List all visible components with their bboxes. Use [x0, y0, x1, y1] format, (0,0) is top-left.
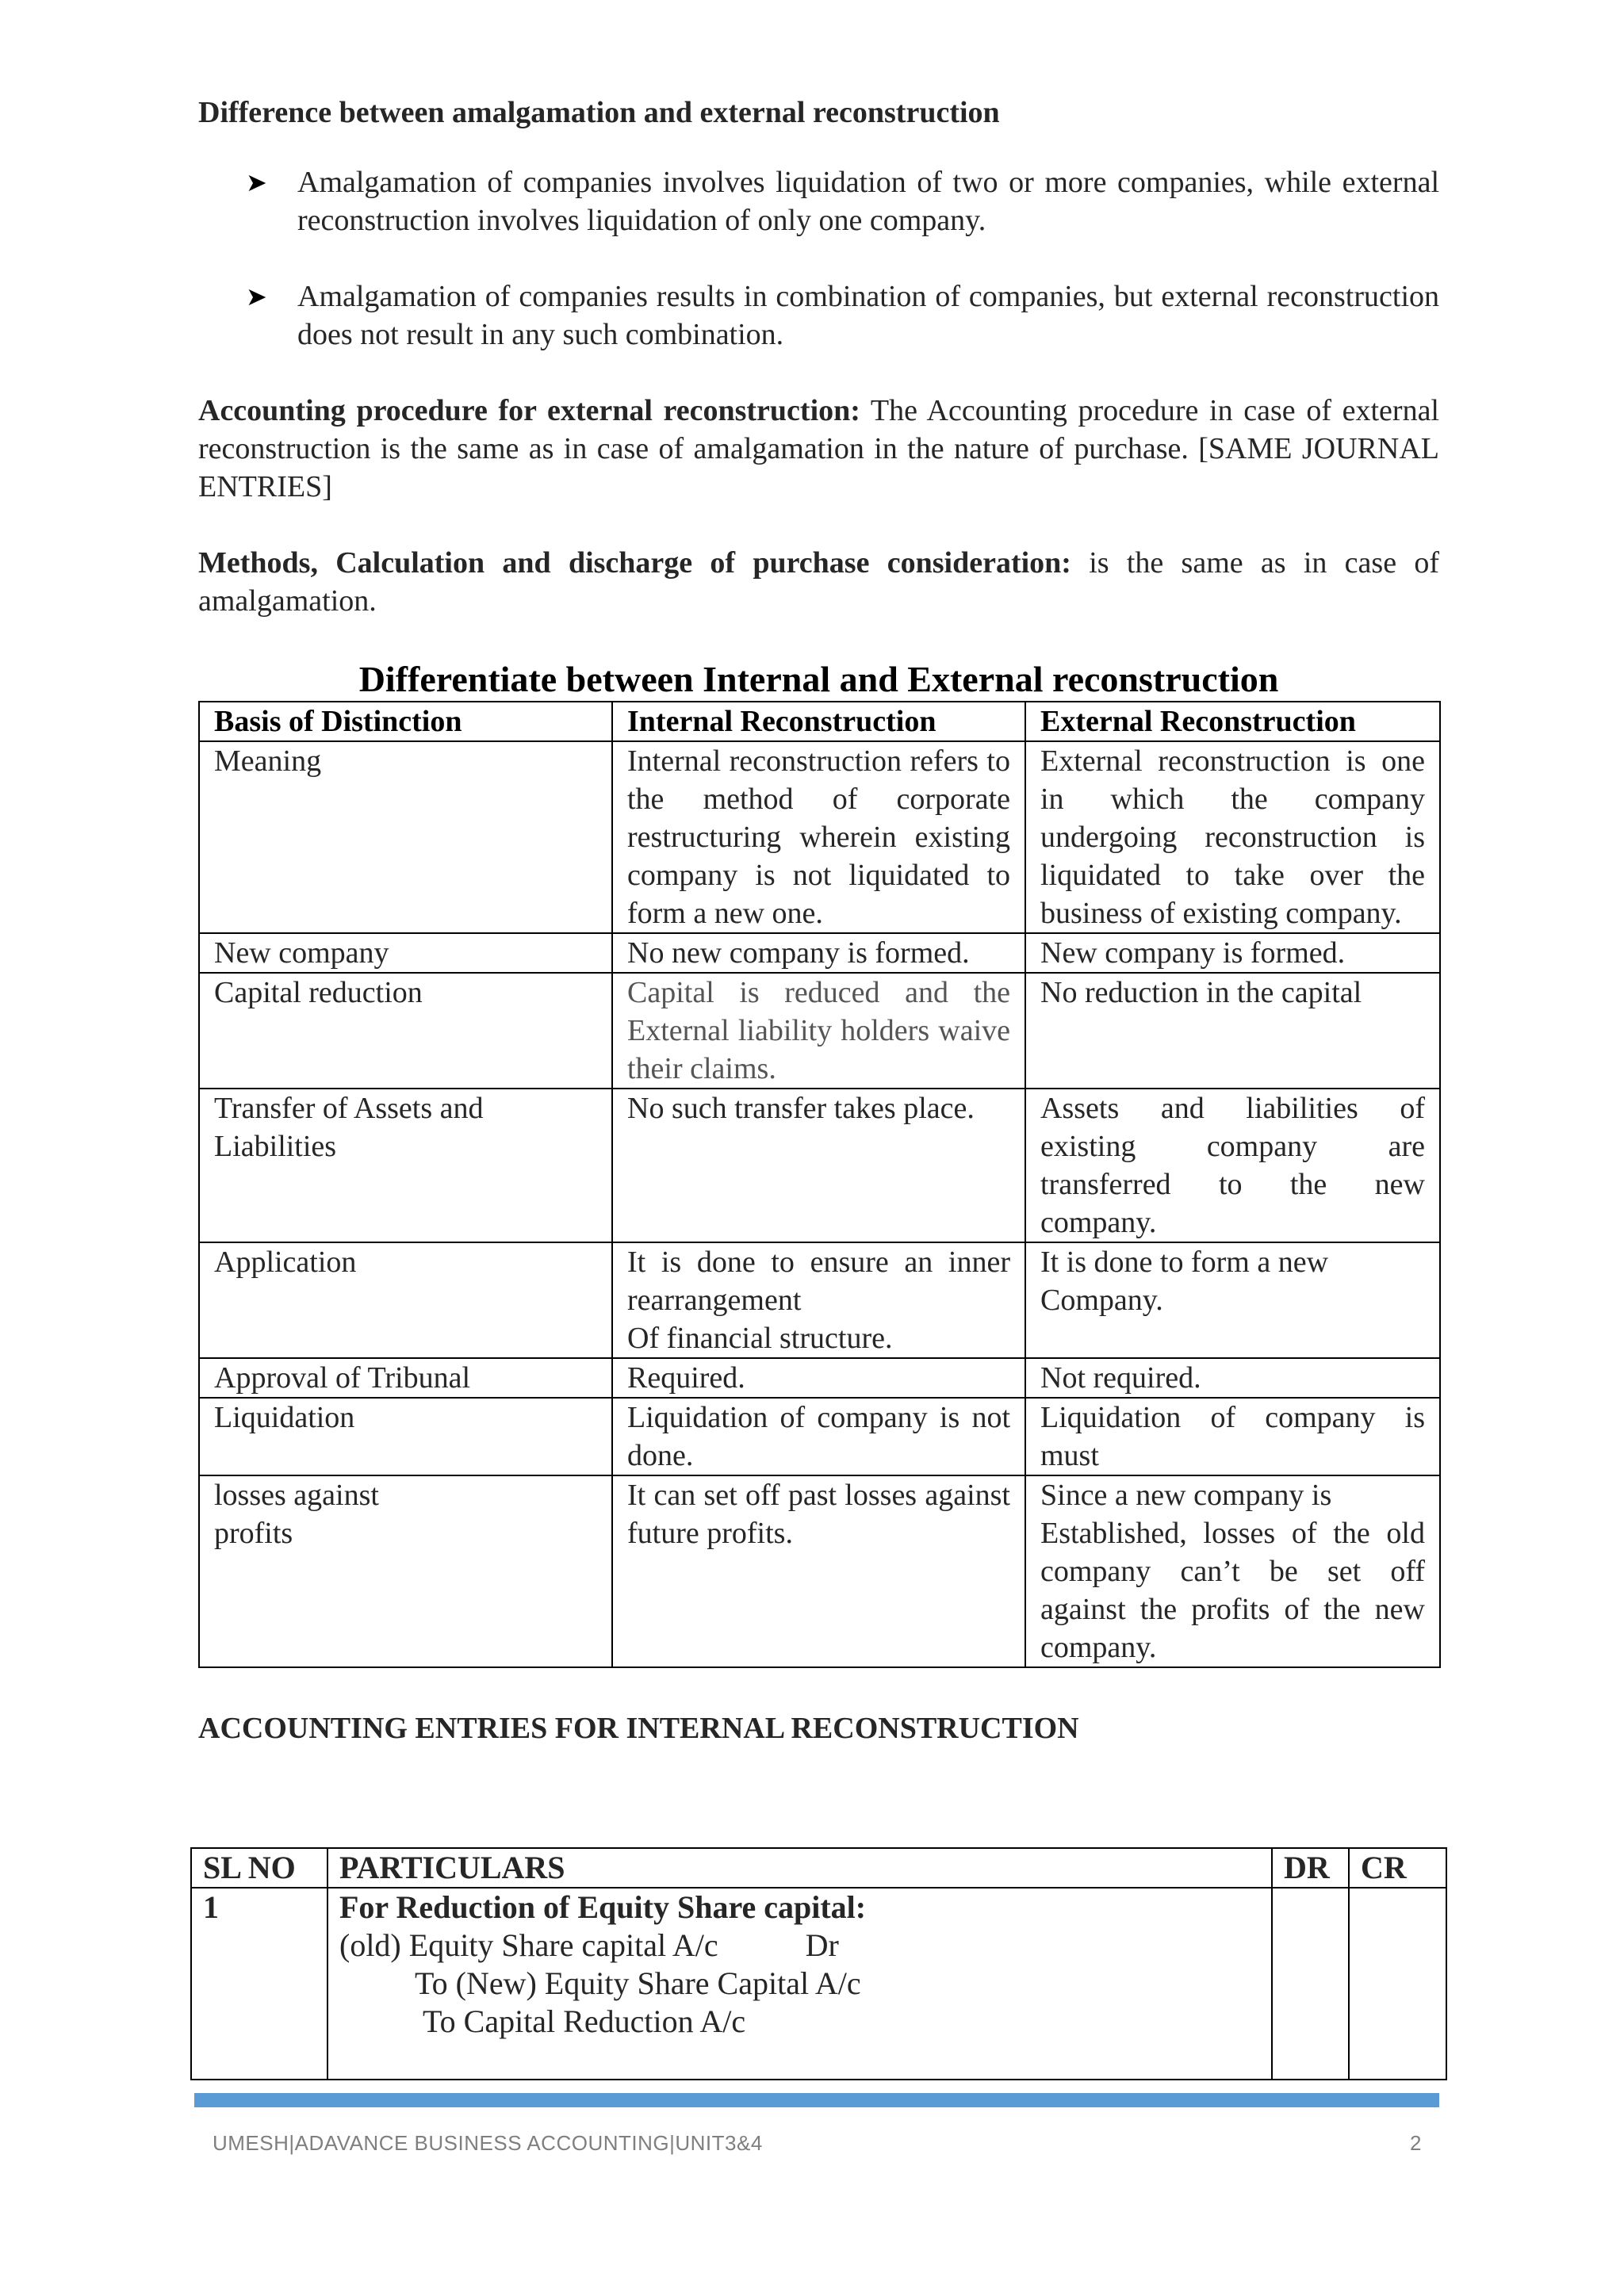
cell-external: New company is formed. [1025, 933, 1440, 973]
cell-internal: It is done to ensure an inner rearrangement Of financial structure. [612, 1242, 1025, 1358]
cell-external: Assets and liabilities of existing company are transferred to the new company. [1025, 1089, 1440, 1242]
table-header-row [199, 702, 1440, 741]
bullet-text: Amalgamation of companies involves liquidation of two or more companies, while external reconstruction involves liquidation of only one company. [297, 166, 1439, 237]
entries-heading: ACCOUNTING ENTRIES FOR INTERNAL RECONSTRUCTION [198, 1712, 1079, 1745]
header-sl-no: SL NO [191, 1848, 327, 1888]
entry-title: For Reduction of Equity Share capital: [339, 1889, 867, 1925]
bullet-item [198, 163, 1439, 239]
bullet-list [198, 163, 1439, 354]
cell-internal: Capital is reduced and the External liability holders waive their claims. [612, 973, 1025, 1089]
header-dr: DR [1272, 1848, 1349, 1888]
cell-internal: It can set off past losses against future profits. [612, 1475, 1025, 1667]
procedure-paragraph [198, 392, 1439, 506]
cell-basis: New company [199, 933, 612, 973]
cell-basis: losses against profits [199, 1475, 612, 1667]
section-heading: Difference between amalgamation and external reconstruction [198, 96, 1000, 129]
entry-dr-mark: Dr [805, 1927, 839, 1963]
footer-bar [194, 2093, 1439, 2107]
table-row [199, 1475, 1440, 1667]
header-cr: CR [1349, 1848, 1446, 1888]
table-row [199, 1398, 1440, 1475]
entry-sl: 1 [191, 1888, 327, 2080]
entry-cr-amount [1349, 1888, 1446, 2080]
cell-basis: Transfer of Assets and Liabilities [199, 1089, 612, 1242]
table-row [199, 1242, 1440, 1358]
cell-internal: Liquidation of company is not done. [612, 1398, 1025, 1475]
table-row [199, 741, 1440, 933]
arrow-bullet-icon: ➤ [246, 281, 267, 312]
cell-external: No reduction in the capital [1025, 973, 1440, 1089]
table-body [199, 741, 1440, 1667]
methods-paragraph [198, 544, 1439, 620]
entry-line-2: To (New) Equity Share Capital A/c [415, 1965, 861, 2001]
header-particulars: PARTICULARS [327, 1848, 1272, 1888]
bullet-item [198, 277, 1439, 354]
entry-debit-line [339, 1927, 1260, 1965]
entry-line-3: To Capital Reduction A/c [423, 2003, 746, 2039]
entry-line-1: (old) Equity Share capital A/c [339, 1927, 718, 1963]
page-number: 2 [1410, 2131, 1422, 2155]
header-basis: Basis of Distinction [199, 702, 612, 741]
cell-basis: Approval of Tribunal [199, 1358, 612, 1398]
table-row [199, 973, 1440, 1089]
cell-basis: Liquidation [199, 1398, 612, 1475]
entry-particulars [327, 1888, 1272, 2080]
header-internal: Internal Reconstruction [612, 702, 1025, 741]
footer-text: UMESH|ADAVANCE BUSINESS ACCOUNTING|UNIT3&4 [213, 2131, 763, 2155]
entry-dr-amount [1272, 1888, 1349, 2080]
methods-text: is the same as in case of amalgamation. [198, 546, 1439, 618]
cell-external: Since a new company is Established, losses of the old company can’t be set off against the profits of the new company. [1025, 1475, 1440, 1667]
cell-basis: Meaning [199, 741, 612, 933]
cell-internal: Required. [612, 1358, 1025, 1398]
cell-external: Liquidation of company is must [1025, 1398, 1440, 1475]
table-row [199, 933, 1440, 973]
cell-internal: No such transfer takes place. [612, 1089, 1025, 1242]
procedure-label: Accounting procedure for external reconstruction: [198, 394, 860, 427]
entry-row [191, 1888, 1446, 2080]
bullet-text: Amalgamation of companies results in combination of companies, but external reconstruction does not result in any such combination. [297, 280, 1439, 351]
cell-basis: Capital reduction [199, 973, 612, 1089]
table-row [199, 1089, 1440, 1242]
methods-label: Methods, Calculation and discharge of purchase consideration: [198, 546, 1071, 580]
arrow-bullet-icon: ➤ [246, 167, 267, 197]
procedure-text: The Accounting procedure in case of external reconstruction is the same as in case of amalgamation in the nature of purchase. [SAME JOURNAL ENTRIES] [198, 394, 1439, 503]
table-title: Differentiate between Internal and External reconstruction [358, 659, 1279, 699]
entries-table [190, 1847, 1447, 2080]
cell-basis: Application [199, 1242, 612, 1358]
cell-external: External reconstruction is one in which the company undergoing reconstruction is liquidated to take over the business of existing company. [1025, 741, 1440, 933]
table-row [199, 1358, 1440, 1398]
cell-internal: Internal reconstruction refers to the method of corporate restructuring wherein existing company is not liquidated to form a new one. [612, 741, 1025, 933]
difference-table [198, 701, 1441, 1668]
cell-external: It is done to form a new Company. [1025, 1242, 1440, 1358]
cell-external: Not required. [1025, 1358, 1440, 1398]
entries-header-row [191, 1848, 1446, 1888]
page-content [198, 94, 1439, 1747]
cell-internal: No new company is formed. [612, 933, 1025, 973]
header-external: External Reconstruction [1025, 702, 1440, 741]
